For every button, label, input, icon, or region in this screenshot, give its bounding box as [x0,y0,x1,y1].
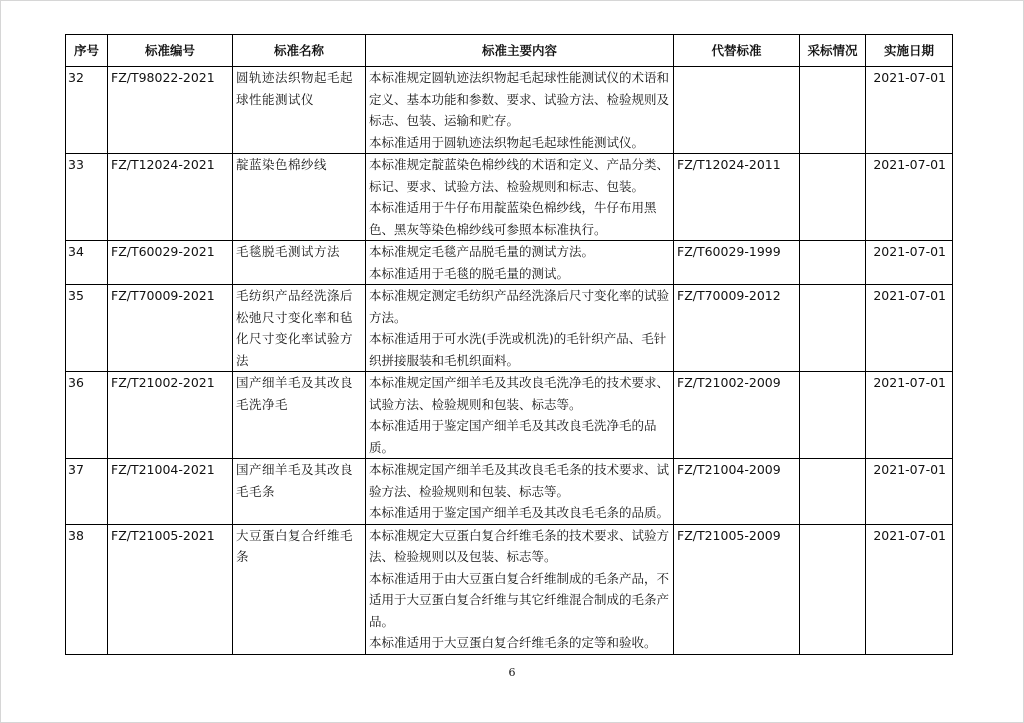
row-name: 圆轨迹法织物起毛起球性能测试仪 [233,67,366,154]
row-replace: FZ/T70009-2012 [674,285,800,372]
row-num: 33 [66,154,108,241]
content-line: 本标准适用于由大豆蛋白复合纤维制成的毛条产品，不适用于大豆蛋白复合纤维与其它纤维混合制成的毛条产品。 [369,570,670,629]
row-code: FZ/T60029-2021 [108,241,233,285]
row-date: 2021-07-01 [866,67,953,154]
row-name: 靛蓝染色棉纱线 [233,154,366,241]
content-line: 本标准规定国产细羊毛及其改良毛毛条的技术要求、试验方法、检验规则和包装、标志等。 [369,462,670,499]
header-content: 标准主要内容 [366,35,674,67]
content-line: 本标准规定靛蓝染色棉纱线的术语和定义、产品分类、标记、要求、试验方法、检验规则和标志、包装。 [369,157,670,194]
row-adopt [800,285,866,372]
row-date: 2021-07-01 [866,285,953,372]
header-adopt: 采标情况 [800,35,866,67]
row-code: FZ/T98022-2021 [108,67,233,154]
row-adopt [800,524,866,654]
row-content [366,285,674,372]
table-row [66,524,953,654]
content-line: 本标准规定大豆蛋白复合纤维毛条的技术要求、试验方法、检验规则以及包装、标志等。 [369,527,670,564]
row-replace: FZ/T21005-2009 [674,524,800,654]
content-line: 本标准适用于大豆蛋白复合纤维毛条的定等和验收。 [369,635,657,650]
content-line: 本标准规定毛毯产品脱毛量的测试方法。 [369,244,595,259]
row-name: 国产细羊毛及其改良毛洗净毛 [233,372,366,459]
row-replace: FZ/T21002-2009 [674,372,800,459]
row-num: 37 [66,459,108,525]
row-name: 大豆蛋白复合纤维毛条 [233,524,366,654]
table-header-row [66,35,953,67]
row-name: 国产细羊毛及其改良毛毛条 [233,459,366,525]
row-replace [674,67,800,154]
row-replace: FZ/T12024-2011 [674,154,800,241]
row-code: FZ/T21004-2021 [108,459,233,525]
row-code: FZ/T21002-2021 [108,372,233,459]
row-replace: FZ/T60029-1999 [674,241,800,285]
row-adopt [800,241,866,285]
row-adopt [800,372,866,459]
row-date: 2021-07-01 [866,459,953,525]
row-content [366,459,674,525]
content-line: 本标准适用于牛仔布用靛蓝染色棉纱线，牛仔布用黑色、黑灰等染色棉纱线可参照本标准执行。 [369,200,657,237]
row-code: FZ/T70009-2021 [108,285,233,372]
row-adopt [800,459,866,525]
table-row [66,241,953,285]
row-date: 2021-07-01 [866,524,953,654]
row-num: 38 [66,524,108,654]
standards-table [65,34,953,655]
row-content [366,67,674,154]
header-date: 实施日期 [866,35,953,67]
content-line: 本标准适用于鉴定国产细羊毛及其改良毛洗净毛的品质。 [369,418,657,455]
row-num: 36 [66,372,108,459]
content-line: 本标准规定圆轨迹法织物起毛起球性能测试仪的术语和定义、基本功能和参数、要求、试验方法、检验规则及标志、包装、运输和贮存。 [369,70,670,128]
row-name: 毛毯脱毛测试方法 [233,241,366,285]
row-date: 2021-07-01 [866,241,953,285]
header-code: 标准编号 [108,35,233,67]
row-num: 32 [66,67,108,154]
row-date: 2021-07-01 [866,372,953,459]
row-code: FZ/T12024-2021 [108,154,233,241]
row-content [366,524,674,654]
content-line: 本标准适用于鉴定国产细羊毛及其改良毛毛条的品质。 [369,505,670,520]
row-name: 毛纺织产品经洗涤后松弛尺寸变化率和毡化尺寸变化率试验方法 [233,285,366,372]
header-num: 序号 [66,35,108,67]
row-content [366,154,674,241]
row-adopt [800,67,866,154]
table-row [66,372,953,459]
table-row [66,154,953,241]
page-number: 6 [508,666,516,679]
content-line: 本标准适用于圆轨迹法织物起毛起球性能测试仪。 [369,134,645,150]
row-replace: FZ/T21004-2009 [674,459,800,525]
header-name: 标准名称 [233,35,366,67]
content-line: 本标准规定国产细羊毛及其改良毛洗净毛的技术要求、试验方法、检验规则和包装、标志等。 [369,375,670,412]
content-line: 本标准规定测定毛纺织产品经洗涤后尺寸变化率的试验方法。 [369,288,670,325]
content-line: 本标准适用于可水洗(手洗或机洗)的毛针织产品、毛针织拼接服装和毛机织面料。 [369,331,667,368]
table-row [66,67,953,154]
header-replace: 代替标准 [674,35,800,67]
row-content [366,372,674,459]
row-adopt [800,154,866,241]
table-row [66,459,953,525]
row-num: 34 [66,241,108,285]
content-line: 本标准适用于毛毯的脱毛量的测试。 [369,265,570,281]
table-row [66,285,953,372]
row-num: 35 [66,285,108,372]
row-code: FZ/T21005-2021 [108,524,233,654]
row-content [366,241,674,285]
row-date: 2021-07-01 [866,154,953,241]
